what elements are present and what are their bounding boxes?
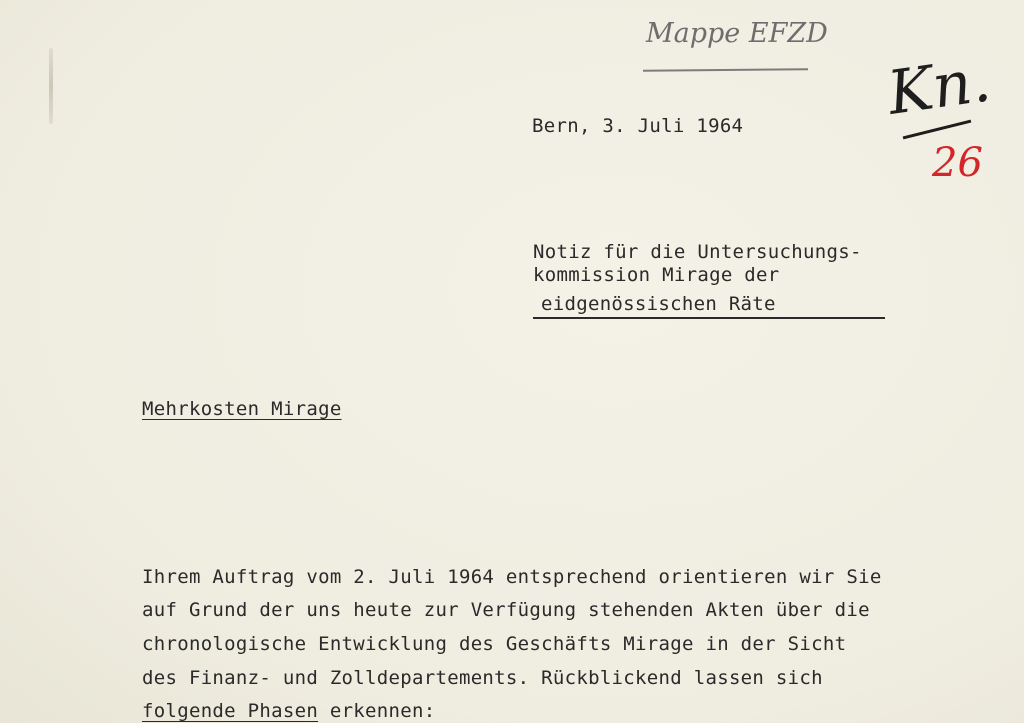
body-line-3: chronologische Entwicklung des Geschäfts Mirage in der Sicht [142, 633, 847, 655]
handwritten-underline [643, 68, 808, 71]
addressee-line-1: Notiz für die Untersuchungs- [533, 241, 862, 263]
subject-heading: Mehrkosten Mirage [142, 398, 342, 420]
body-line-5-rest: erkennen: [318, 700, 436, 722]
body-underlined-phrase: folgende Phasen [142, 700, 319, 722]
handwritten-initials: Kn. [883, 45, 995, 129]
addressee-line-2: kommission Mirage der [533, 264, 780, 286]
place-date: Bern, 3. Juli 1964 [532, 115, 744, 137]
addressee-underline [533, 317, 885, 319]
handwritten-annotation-top: Mappe EFZD [646, 18, 828, 49]
addressee-line-3: eidgenössischen Räte [541, 293, 776, 315]
body-line-5 [142, 700, 435, 722]
body-line-1: Ihrem Auftrag vom 2. Juli 1964 entsprechend orientieren wir Sie [142, 566, 882, 588]
body-line-4: des Finanz- und Zolldepartements. Rückblickend lassen sich [142, 667, 823, 689]
body-line-2: auf Grund der uns heute zur Verfügung stehenden Akten über die [142, 599, 870, 621]
page-number: 26 [932, 140, 983, 186]
staple-mark [49, 48, 53, 124]
